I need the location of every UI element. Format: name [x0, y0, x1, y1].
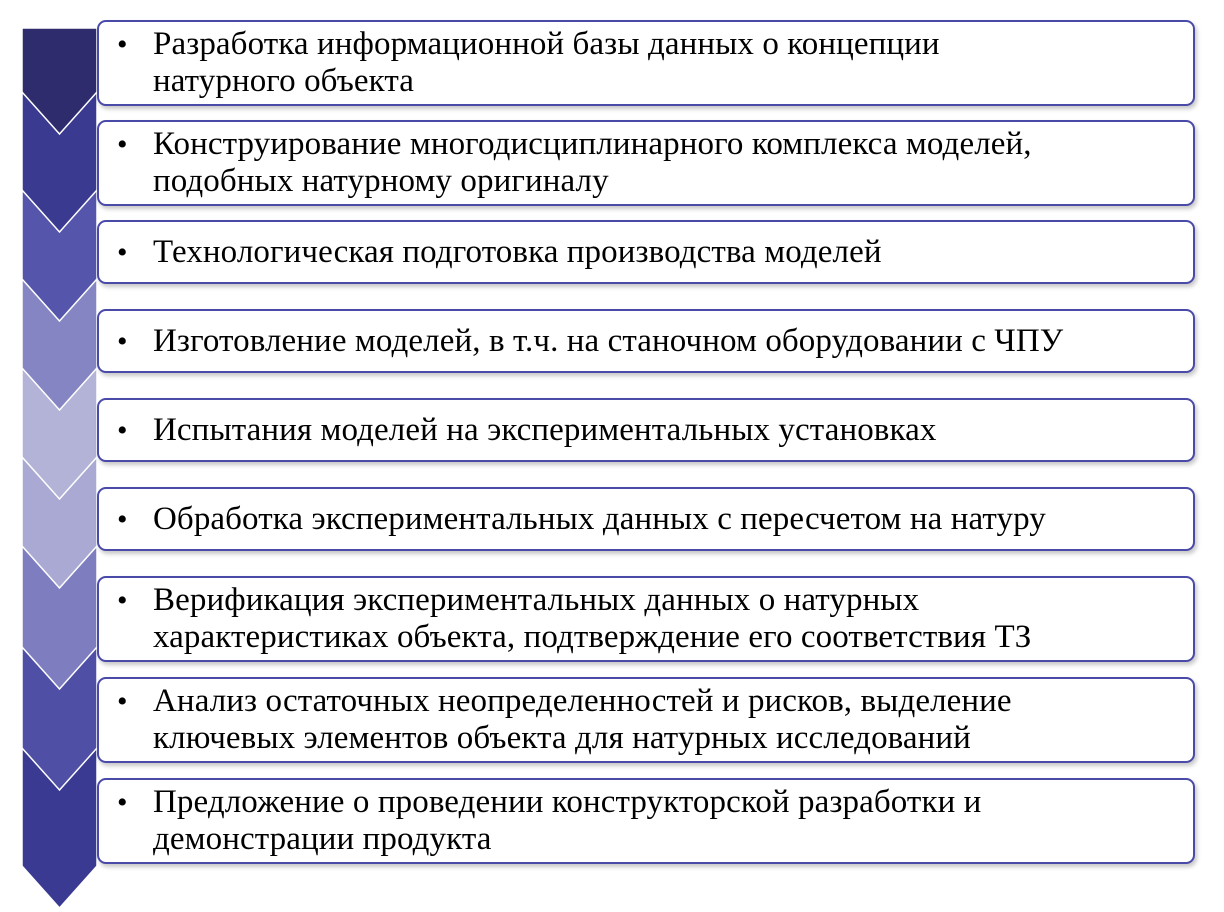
bullet-marker: •	[117, 235, 128, 269]
step-7-box	[97, 576, 1195, 662]
step-5-text: Испытания моделей на экспериментальных установках	[153, 411, 937, 448]
bullet-marker: •	[117, 128, 128, 161]
step-1-box	[97, 20, 1195, 106]
bullet-marker: •	[117, 502, 128, 536]
step-3-box	[97, 220, 1195, 284]
bullet-marker: •	[117, 584, 128, 617]
step-9-box	[97, 778, 1195, 864]
step-3-text: Технологическая подготовка производства моделей	[153, 233, 882, 270]
step-4-box	[97, 309, 1195, 373]
step-2-box	[97, 120, 1195, 206]
step-8-box	[97, 677, 1195, 763]
bullet-marker: •	[117, 685, 128, 718]
step-6-text: Обработка экспериментальных данных с пересчетом на натуру	[153, 500, 1046, 537]
bullet-marker: •	[117, 324, 128, 358]
step-9-text: Предложение о проведении конструкторской разработки и демонстрации продукта	[153, 784, 982, 857]
step-1-text: Разработка информационной базы данных о концепции натурного объекта	[153, 26, 940, 99]
bullet-marker: •	[117, 28, 128, 61]
step-5-box	[97, 398, 1195, 462]
step-8-text: Анализ остаточных неопределенностей и рисков, выделение ключевых элементов объекта для натурных исследований	[153, 683, 1012, 756]
step-6-box	[97, 487, 1195, 551]
bullet-marker: •	[117, 786, 128, 819]
step-7-text: Верификация экспериментальных данных о натурных характеристиках объекта, подтверждение его соответствия ТЗ	[153, 582, 1032, 655]
step-4-text: Изготовление моделей, в т.ч. на станочном оборудовании с ЧПУ	[153, 322, 1064, 359]
step-2-text: Конструирование многодисциплинарного комплекса моделей, подобных натурному оригиналу	[153, 126, 1032, 199]
bullet-marker: •	[117, 413, 128, 447]
